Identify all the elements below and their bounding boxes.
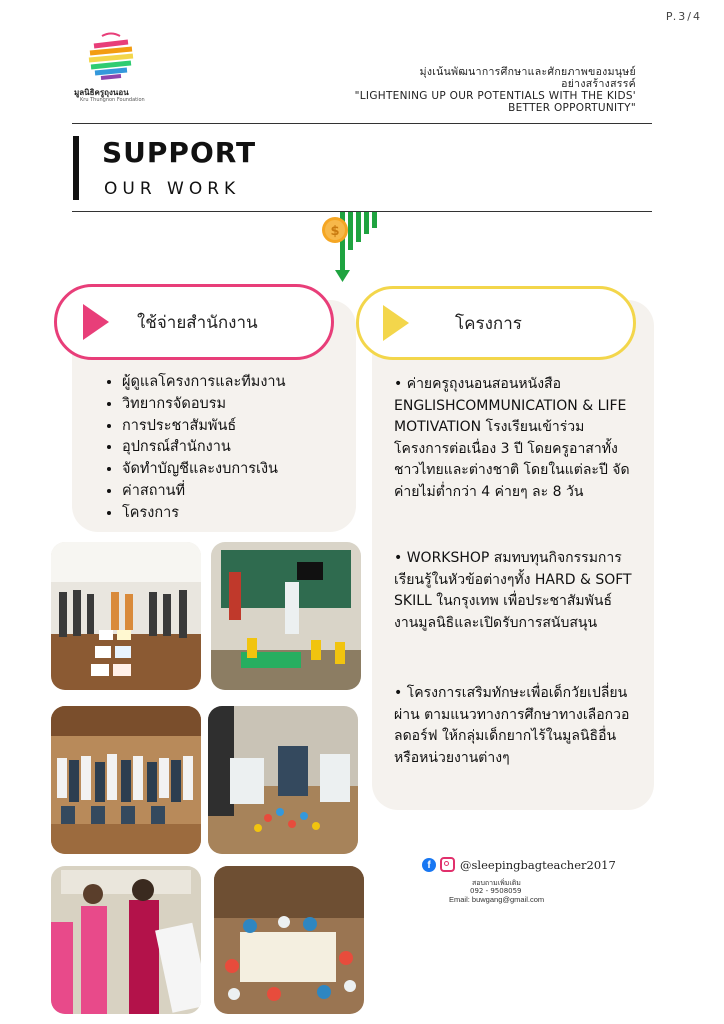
social-row xyxy=(422,857,616,872)
tagline-line-2: อย่างสร้างสรรค์ xyxy=(561,78,636,90)
tagline xyxy=(355,66,636,114)
pink-triangle-icon xyxy=(83,304,109,340)
projects-heading: โครงการ xyxy=(455,313,522,334)
yellow-triangle-icon xyxy=(383,305,409,341)
office-item: • ค่าสถานที่ xyxy=(122,481,285,503)
logo-subtitle: Kru Thungnon Foundation xyxy=(80,97,145,103)
office-item: • การประชาสัมพันธ์ xyxy=(122,416,285,438)
project-item-transition: • โครงการเสริมทักษะเพื่อเด็กวัยเปลี่ยนผ่าน ตามแนวทางการศึกษาทางเลือกวอลดอร์ฟ ให้กลุ่มเด็กยากไร้ในมูลนิธิอื่นหรือหน่วยงานต่างๆ xyxy=(394,685,630,766)
contact-label: สอบถามเพิ่มเติม xyxy=(472,879,521,887)
tagline-line-3: "LIGHTENING UP OUR POTENTIALS WITH THE KIDS' xyxy=(354,90,636,102)
svg-text:$: $ xyxy=(330,224,340,239)
photo-group-wooden-hall xyxy=(51,542,201,690)
page-title: SUPPORT xyxy=(102,136,257,169)
office-item: • จัดทำบัญชีและงบการเงิน xyxy=(122,459,285,481)
social-handle[interactable]: @sleepingbagteacher2017 xyxy=(460,857,616,872)
page-number: P.3/4 xyxy=(665,10,702,23)
office-heading: ใช้จ่ายสำนักงาน xyxy=(137,312,258,333)
photo-group-wooden-house xyxy=(51,706,201,854)
office-item: • โครงการ xyxy=(122,503,285,525)
logo-name: มูลนิธิครูถุงนอน xyxy=(74,88,129,97)
projects-heading-pill xyxy=(356,286,636,360)
title-accent-bar xyxy=(73,136,79,200)
office-item: • อุปกรณ์สำนักงาน xyxy=(122,437,285,459)
office-list xyxy=(104,372,285,525)
photo-classroom-chalkboard xyxy=(211,542,361,690)
header-divider xyxy=(72,123,652,124)
contact-email[interactable]: Email: buwgang@gmail.com xyxy=(449,895,545,904)
office-heading-pill xyxy=(54,284,334,360)
office-item: • วิทยากรจัดอบรม xyxy=(122,394,285,416)
photo-kids-presentation xyxy=(51,866,201,1014)
tagline-line-4: BETTER OPPORTUNITY" xyxy=(508,102,636,114)
instagram-icon[interactable] xyxy=(440,857,455,872)
tagline-line-1: มุ่งเน้นพัฒนาการศึกษาและศักยภาพของมนุษย์ xyxy=(419,66,636,78)
project-item-workshop: • WORKSHOP สมทบทุนกิจกรรมการเรียนรู้ในหัวข้อต่างๆทั้ง HARD & SOFT SKILL ในกรุงเทพ เพื่อประชาสัมพันธ์งานมูลนิธิและเปิดรับการสนับสนุน xyxy=(394,550,632,631)
contact-phone: 092 - 9508059 xyxy=(470,887,522,895)
money-growth-icon xyxy=(318,212,388,284)
contact-box xyxy=(404,848,616,910)
office-item: • ผู้ดูแลโครงการและทีมงาน xyxy=(122,372,285,394)
facebook-icon[interactable]: f xyxy=(422,858,436,872)
photo-kids-floor-drawing xyxy=(214,866,364,1014)
project-item-camp: • ค่ายครูถุงนอนสอนหนังสือ ENGLISHCOMMUNICATION & LIFE MOTIVATION โรงเรียนเข้าร่วมโครงการต่อเนื่อง 3 ปี โดยครูอาสาทั้งชาวไทยและต่างชาติ โดยในแต่ละปี จัดค่ายไม่ต่ำกว่า 4 ค่ายๆ ละ 8 วัน xyxy=(394,376,630,500)
page-subtitle: OUR WORK xyxy=(104,179,241,199)
photo-kids-table-activity xyxy=(208,706,358,854)
